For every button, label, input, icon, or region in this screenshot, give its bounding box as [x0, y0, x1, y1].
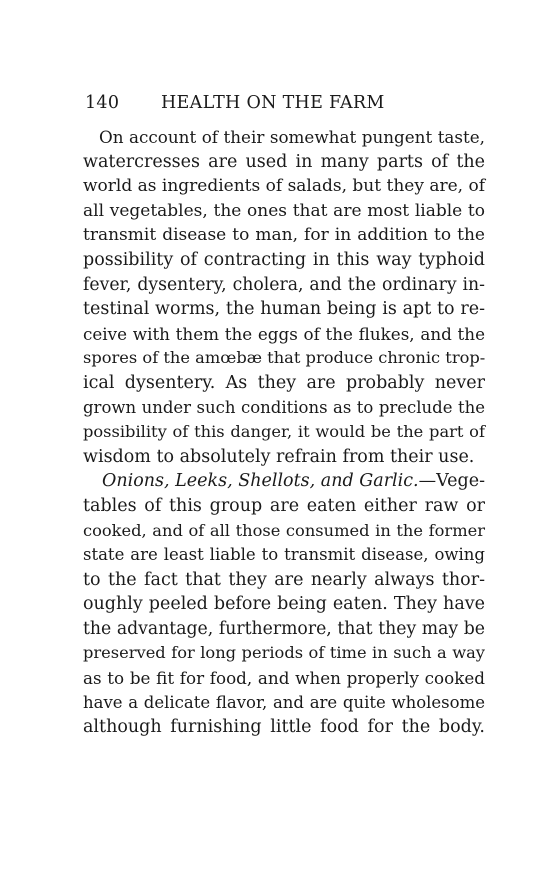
- text-line: ical dysentery. As they are probably never: [83, 372, 485, 393]
- text-line: all vegetables, the ones that are most liable to: [83, 200, 485, 221]
- paragraph-watercresses: [83, 125, 485, 469]
- text-line: have a delicate flavor, and are quite wholesome: [83, 692, 485, 712]
- text-line: to the fact that they are nearly always thor-: [83, 569, 485, 590]
- text-line: state are least liable to transmit disease, owing: [83, 545, 485, 565]
- text-line: ceive with them the eggs of the flukes, and the: [83, 323, 485, 344]
- text-line: oughly peeled before being eaten. They have: [83, 594, 485, 615]
- text-line: cooked, and of all those consumed in the former: [83, 520, 485, 540]
- text-line: testinal worms, the human being is apt to re-: [83, 299, 485, 320]
- text-line: transmit disease to man, for in addition to the: [83, 225, 485, 246]
- text-line-first: [83, 469, 485, 494]
- text-line: the advantage, furthermore, that they may be: [83, 618, 485, 639]
- heading-continuation: —Vege-: [418, 471, 485, 492]
- text-line: preserved for long periods of time in such a way: [83, 643, 485, 663]
- text-line: On account of their somewhat pungent taste,: [99, 127, 485, 147]
- text-line: although furnishing little food for the body.: [83, 717, 485, 738]
- running-head: [85, 91, 485, 115]
- text-line: possibility of this danger, it would be the part of: [83, 422, 485, 442]
- text-line: possibility of contracting in this way typhoid: [83, 249, 485, 270]
- text-line: tables of this group are eaten either raw or: [83, 495, 485, 516]
- paragraph-onions: [83, 469, 485, 740]
- text-line: world as ingredients of salads, but they are, of: [83, 176, 485, 197]
- text-line: grown under such conditions as to preclude the: [83, 397, 485, 417]
- text-line: wisdom to absolutely refrain from their use.: [83, 446, 475, 467]
- text-line: watercresses are used in many parts of the: [83, 151, 485, 172]
- section-heading-onions: Onions, Leeks, Shellots, and Garlic.: [102, 471, 419, 492]
- page-number: 140: [85, 93, 120, 113]
- text-line: as to be fit for food, and when properly cooked: [83, 668, 485, 689]
- body-text: [83, 125, 485, 740]
- text-line: fever, dysentery, cholera, and the ordinary in-: [83, 274, 485, 295]
- running-title: HEALTH ON THE FARM: [161, 93, 385, 113]
- text-line: spores of the amœbæ that produce chronic trop-: [83, 348, 486, 368]
